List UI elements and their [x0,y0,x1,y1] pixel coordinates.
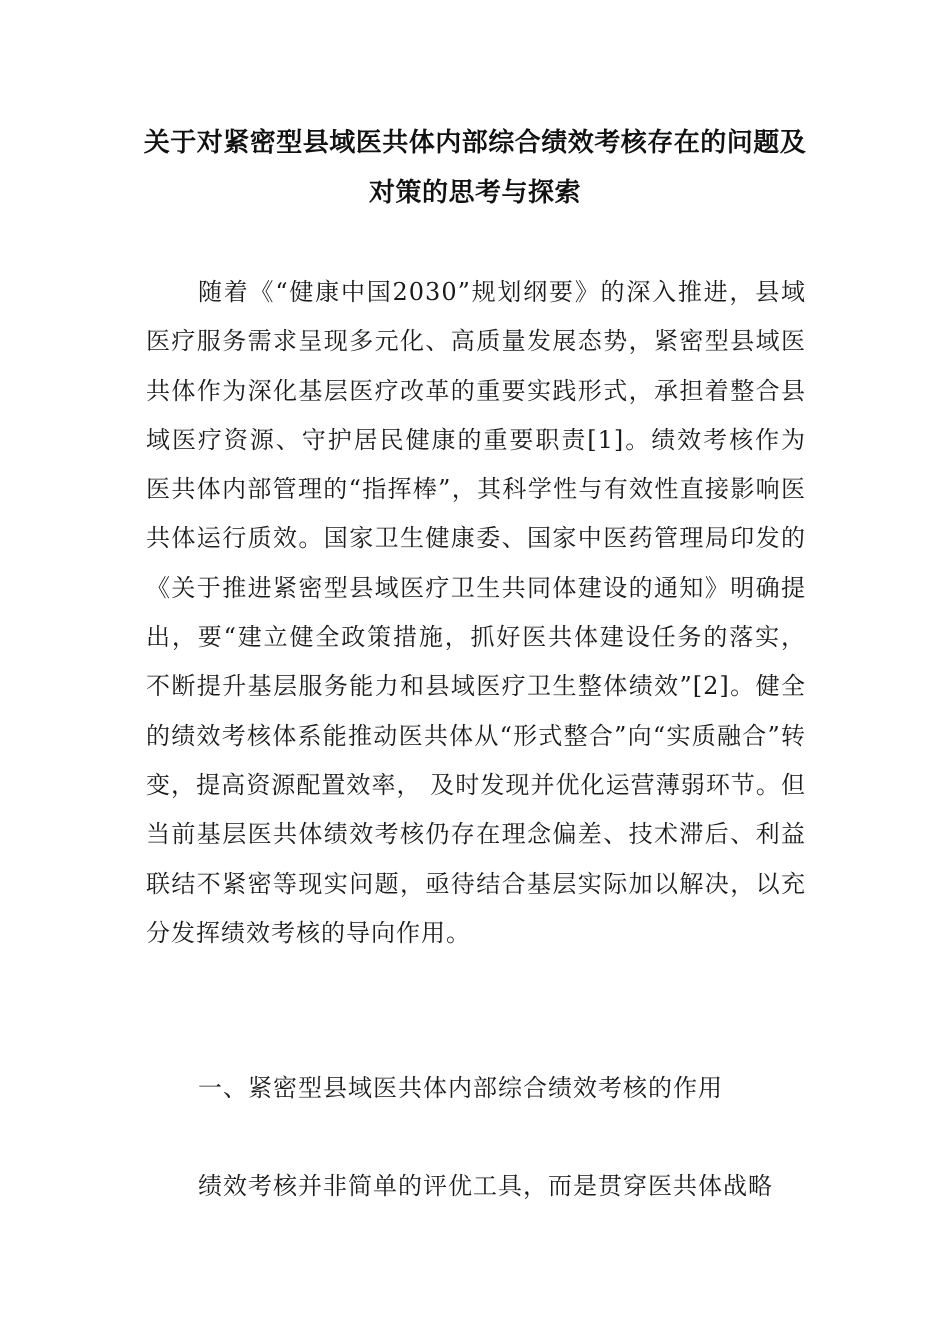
document-title: 关于对紧密型县域医共体内部综合绩效考核存在的问题及对策的思考与探索 [143,128,807,208]
section-heading: 一、紧密型县域医共体内部综合绩效考核的作用 [198,1074,723,1102]
section-paragraph: 绩效考核并非简单的评优工具，而是贯穿医共体战略 [198,1172,773,1200]
intro-paragraph: 随着《“健康中国2030”规划纲要》的深入推进，县域医疗服务需求呈现多元化、高质量发展态势，紧密型县域医共体作为深化基层医疗改革的重要实践形式，承担着整合县域医疗资源、守护居民健康的重要职责[1]。绩效考核作为医共体内部管理的“指挥棒”，其科学性与有效性直接影响医共体运行质效。国家卫生健康委、国家中医药管理局印发的《关于推进紧密型县域医疗卫生共同体建设的通知》明确提出，要“建立健全政策措施，抓好医共体建设任务的落实，不断提升基层服务能力和县域医疗卫生整体绩效”[2]。健全的绩效考核体系能推动医共体从“形式整合”向“实质融合”转变，提高资源配置效率， 及时发现并优化运营薄弱环节。但当前基层医共体绩效考核仍存在理念偏差、技术滞后、利益联结不紧密等现实问题，亟待结合基层实际加以解决，以充分发挥绩效考核的导向作用。 [146,278,806,947]
